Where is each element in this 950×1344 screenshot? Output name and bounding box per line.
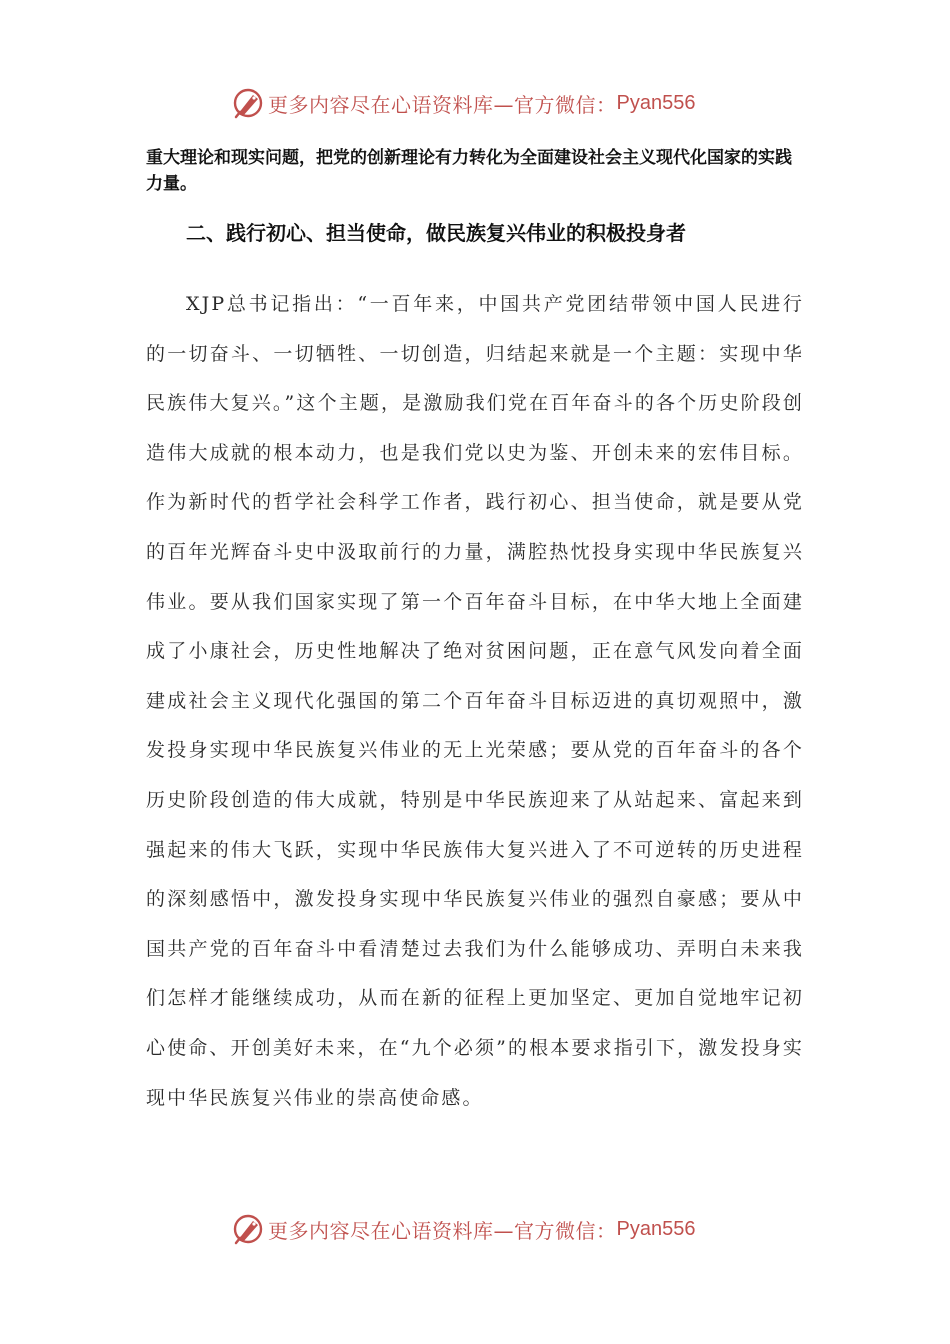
body-paragraph: XJP总书记指出：“一百年来，中国共产党团结带领中国人民进行的一切奋斗、一切牺牲、一切创造，归结起来就是一个主题：实现中华民族伟大复兴。”这个主题，是激励我们党在百年奋斗的各个历史阶段创造伟大成就的根本动力，也是我们党以史为鉴、开创未来的宏伟目标。作为新时代的哲学社会科学工作者，践行初心、担当使命，就是要从党的百年光辉奋斗史中汲取前行的力量，满腔热忱投身实现中华民族复兴伟业。要从我们国家实现了第一个百年奋斗目标，在中华大地上全面建成了小康社会，历史性地解决了绝对贫困问题，正在意气风发向着全面建成社会主义现代化强国的第二个百年奋斗目标迈进的真切观照中，激发投身实现中华民族复兴伟业的无上光荣感；要从党的百年奋斗的各个历史阶段创造的伟大成就，特别是中华民族迎来了从站起来、富起来到强起来的伟大飞跃，实现中华民族伟大复兴进入了不可逆转的历史进程的深刻感悟中，激发投身实现中华民族复兴伟业的强烈自豪感；要从中国共产党的百年奋斗中看清楚过去我们为什么能够成功、弄明白未来我们怎样才能继续成功，从而在新的征程上更加坚定、更加自觉地牢记初心使命、开创美好未来，在“九个必须”的根本要求指引下，激发投身实现中华民族复兴伟业的崇高使命感。 bbox=[146, 293, 804, 1109]
pen-nib-icon bbox=[232, 87, 264, 119]
intro-paragraph: 重大理论和现实问题，把党的创新理论有力转化为全面建设社会主义现代化国家的实践力量。 bbox=[146, 148, 792, 194]
pen-nib-icon bbox=[232, 1213, 264, 1245]
section-heading: 二、践行初心、担当使命，做民族复兴伟业的积极投身者 bbox=[186, 221, 686, 245]
wechat-id: Pyan556 bbox=[616, 91, 696, 114]
footer-banner bbox=[232, 1212, 695, 1246]
wechat-id: Pyan556 bbox=[616, 1217, 696, 1240]
banner-text: 更多内容尽在心语资料库—官方微信： bbox=[268, 92, 617, 117]
banner-text: 更多内容尽在心语资料库—官方微信： bbox=[268, 1218, 617, 1243]
header-banner bbox=[232, 86, 695, 120]
